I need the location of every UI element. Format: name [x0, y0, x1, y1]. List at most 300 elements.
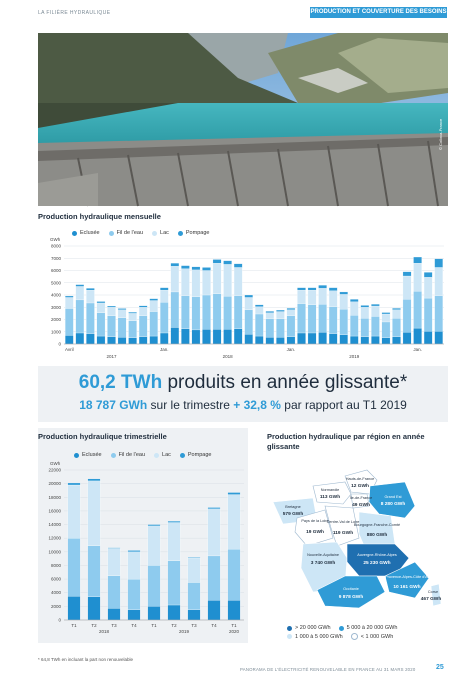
bar-segment — [382, 338, 390, 344]
region-name: Bourgogne-Franche-Comté — [353, 523, 401, 527]
region-name: Corse — [427, 590, 439, 594]
bar-segment — [245, 310, 253, 335]
y-tick-label: 8000 — [50, 562, 61, 568]
bar-segment — [424, 272, 432, 277]
bar-segment — [255, 307, 263, 314]
bar-segment — [228, 493, 240, 495]
legend-label: > 20 000 GWh — [295, 625, 331, 631]
legend-item — [287, 625, 331, 631]
annual-production-value: 60,2 TWh — [78, 372, 163, 393]
legend-label: Eclusée — [82, 452, 102, 458]
bar-segment — [297, 288, 305, 290]
y-tick-label: 0 — [58, 341, 61, 347]
bar-segment — [108, 576, 120, 609]
bar-segment — [361, 305, 369, 307]
bar-segment — [223, 264, 231, 296]
bar-segment — [329, 291, 337, 307]
footnote: * 64,8 TWh en incluant la part non renouvelable — [38, 657, 133, 662]
bar-segment — [403, 276, 411, 299]
bar-segment — [65, 297, 73, 308]
bar-segment — [171, 266, 179, 292]
legend-item — [74, 452, 102, 458]
year-label: 2020 — [228, 629, 240, 634]
y-tick-label: 6000 — [50, 576, 61, 582]
bar-segment — [139, 316, 147, 337]
legend-item — [178, 230, 210, 236]
dam-photo — [38, 33, 448, 206]
bar-segment — [382, 313, 390, 314]
ecluse-swatch — [72, 231, 77, 236]
bar-segment — [128, 610, 140, 620]
bar-segment — [76, 300, 84, 333]
bar-segment — [403, 299, 411, 332]
bar-segment — [139, 307, 147, 316]
bar-segment — [208, 508, 220, 509]
bar-segment — [86, 334, 94, 344]
region-value: 49 GWh — [352, 503, 370, 508]
bar-segment — [208, 556, 220, 600]
france-map — [255, 458, 448, 608]
bar-segment — [202, 329, 210, 344]
bar-segment — [76, 285, 84, 287]
y-axis-label: GWh — [50, 461, 61, 466]
legend-label: < 1 000 GWh — [360, 633, 394, 640]
lac-swatch — [154, 453, 159, 458]
x-tick-label: Jan. — [413, 347, 422, 352]
bar-segment — [192, 270, 200, 297]
bar-segment — [181, 269, 189, 296]
legend-item — [109, 230, 143, 236]
bar-segment — [65, 296, 73, 297]
region-value: 9 878 GWh — [338, 595, 364, 600]
bar-segment — [107, 316, 115, 337]
bar-segment — [188, 610, 200, 620]
bar-segment — [350, 315, 358, 336]
quarterly-chart — [38, 462, 248, 642]
bar-segment — [413, 328, 421, 344]
bar-segment — [371, 316, 379, 336]
bar-segment — [76, 333, 84, 344]
bar-segment — [128, 313, 136, 320]
bar-segment — [435, 296, 443, 332]
legend-label: 1 000 à 5 000 GWh — [295, 633, 343, 640]
y-axis-label: GWh — [50, 237, 61, 242]
bar-segment — [371, 304, 379, 306]
bar-segment — [107, 337, 115, 344]
bar-segment — [276, 312, 284, 319]
y-tick-label: 0 — [58, 617, 61, 623]
y-tick-label: 4000 — [50, 590, 61, 596]
bar-segment — [160, 290, 168, 302]
footer-text: PANORAMA DE L'ÉLECTRICITÉ RENOUVELABLE EN FRANCE AU 31 MARS 2020 — [240, 667, 416, 672]
bar-segment — [188, 557, 200, 558]
y-tick-label: 6000 — [50, 268, 61, 273]
bar-segment — [213, 263, 221, 294]
x-tick-label: T1 — [71, 623, 77, 628]
bar-segment — [192, 330, 200, 344]
bar-segment — [403, 332, 411, 344]
bar-segment — [181, 266, 189, 269]
quarter-change: + 32,8 % — [233, 398, 281, 412]
bar-segment — [392, 310, 400, 319]
bar-segment — [234, 264, 242, 268]
bar-segment — [213, 329, 221, 344]
bar-segment — [413, 263, 421, 291]
bar-segment — [266, 313, 274, 319]
legend-item — [152, 230, 169, 236]
x-tick-label: Avril — [64, 347, 74, 352]
bar-segment — [371, 306, 379, 316]
bar-segment — [276, 337, 284, 344]
bar-segment — [88, 481, 100, 546]
photo-credit: © Colloca-France — [438, 118, 443, 150]
bar-segment — [181, 329, 189, 344]
y-tick-label: 12000 — [48, 535, 61, 541]
legend-swatch — [287, 634, 292, 639]
x-tick-label: Jan. — [160, 347, 169, 352]
bar-segment — [245, 334, 253, 344]
region-name: Occitanie — [343, 587, 359, 591]
region-name: Provence-Alpes-Côte d'Azur — [385, 575, 433, 579]
y-tick-label: 5000 — [50, 280, 61, 286]
legend-item — [180, 452, 212, 458]
monthly-legend — [72, 230, 209, 236]
region-name: Hauts-de-France — [345, 477, 375, 481]
bar-segment — [213, 294, 221, 330]
quarterly-panel — [38, 428, 248, 643]
bar-segment — [255, 305, 263, 307]
bar-segment — [403, 272, 411, 276]
bar-segment — [181, 296, 189, 329]
bar-segment — [202, 267, 210, 270]
bar-segment — [118, 318, 126, 338]
y-tick-label: 14000 — [48, 522, 61, 528]
bar-segment — [340, 309, 348, 335]
region-name: Normandie — [320, 488, 340, 492]
bar-segment — [128, 321, 136, 338]
bar-segment — [148, 525, 160, 526]
x-tick-label: T2 — [91, 623, 97, 628]
bar-segment — [382, 314, 390, 322]
bar-segment — [148, 526, 160, 566]
bar-segment — [308, 288, 316, 290]
bar-segment — [287, 310, 295, 316]
year-label: 2019 — [349, 354, 360, 359]
bar-segment — [287, 316, 295, 337]
bar-segment — [139, 306, 147, 307]
region-value: 113 GWh — [319, 495, 341, 500]
quarterly-legend — [74, 452, 211, 458]
region-name: Île-de-France — [349, 496, 373, 500]
bar-segment — [276, 319, 284, 337]
x-tick-label: T4 — [131, 623, 137, 628]
bar-segment — [255, 336, 263, 344]
bar-segment — [97, 313, 105, 336]
bar-segment — [329, 288, 337, 291]
region-name: Bretagne — [285, 505, 301, 509]
quarter-change-tail: par rapport au T1 2019 — [280, 398, 407, 412]
bar-segment — [308, 290, 316, 305]
bar-segment — [202, 295, 210, 329]
year-label: 2018 — [98, 629, 110, 634]
bar-segment — [192, 267, 200, 270]
bar-segment — [361, 318, 369, 336]
x-tick-label: T3 — [111, 623, 117, 628]
region-name: Centre-Val de Loire — [326, 520, 360, 524]
bar-segment — [424, 331, 432, 344]
legend-swatch — [287, 626, 292, 631]
bar-segment — [361, 307, 369, 318]
bar-segment — [128, 338, 136, 344]
region-grand-est — [369, 482, 415, 518]
bar-segment — [318, 332, 326, 344]
y-tick-label: 18000 — [48, 494, 61, 500]
bar-segment — [68, 596, 80, 620]
bar-segment — [97, 303, 105, 313]
bar-segment — [88, 479, 100, 481]
bar-segment — [208, 600, 220, 620]
bar-segment — [297, 333, 305, 344]
bar-segment — [139, 337, 147, 344]
bar-segment — [435, 259, 443, 268]
bar-segment — [97, 301, 105, 302]
legend-swatch — [339, 626, 344, 631]
y-tick-label: 1000 — [50, 329, 61, 335]
bar-segment — [329, 334, 337, 344]
region-value: 579 GWh — [282, 512, 304, 517]
y-tick-label: 8000 — [50, 243, 61, 249]
region-name: Nouvelle-Aquitaine — [307, 553, 339, 557]
y-tick-label: 7000 — [50, 255, 61, 261]
bar-segment — [350, 336, 358, 344]
year-label: 2019 — [178, 629, 190, 634]
region-value: 19 GWh — [306, 530, 324, 535]
bar-segment — [160, 302, 168, 333]
bar-segment — [68, 483, 80, 485]
bar-segment — [308, 333, 316, 344]
bar-segment — [150, 301, 158, 312]
bar-segment — [160, 288, 168, 290]
ecluse-swatch — [74, 453, 79, 458]
bar-segment — [108, 548, 120, 575]
bar-segment — [361, 337, 369, 344]
bar-segment — [128, 552, 140, 579]
bar-segment — [424, 298, 432, 331]
bar-segment — [297, 290, 305, 303]
bar-segment — [118, 337, 126, 344]
bar-segment — [276, 310, 284, 311]
legend-label: Pompage — [185, 230, 210, 236]
bar-segment — [108, 548, 120, 549]
bar-segment — [392, 318, 400, 336]
legend-swatch — [351, 633, 358, 640]
bar-segment — [340, 294, 348, 309]
region-name: Pays de la Loire — [301, 519, 329, 523]
bar-segment — [192, 297, 200, 330]
bar-segment — [128, 312, 136, 313]
bar-segment — [88, 546, 100, 597]
running-head: LA FILIÈRE HYDRAULIQUE — [38, 10, 111, 16]
legend-item — [72, 230, 100, 236]
bar-segment — [86, 303, 94, 334]
legend-item — [111, 452, 145, 458]
bar-segment — [168, 605, 180, 620]
bar-segment — [150, 299, 158, 301]
monthly-chart — [38, 237, 448, 362]
region-corse — [431, 584, 441, 606]
bar-segment — [266, 319, 274, 337]
bar-segment — [188, 558, 200, 583]
legend-label: Lac — [160, 230, 169, 236]
bar-segment — [413, 291, 421, 328]
bar-segment — [435, 331, 443, 344]
bar-segment — [118, 310, 126, 318]
bar-segment — [168, 521, 180, 522]
bar-segment — [287, 337, 295, 344]
bar-segment — [223, 329, 231, 344]
legend-label: Pompage — [187, 452, 212, 458]
bar-segment — [148, 606, 160, 620]
quarter-production-text: sur le trimestre — [147, 398, 234, 412]
y-tick-label: 3000 — [50, 304, 61, 310]
bar-segment — [318, 285, 326, 288]
bar-segment — [329, 307, 337, 334]
bar-segment — [128, 579, 140, 610]
pompage-swatch — [178, 231, 183, 236]
y-tick-label: 2000 — [50, 317, 61, 322]
region-value: 10 161 GWh — [393, 585, 421, 590]
bar-segment — [86, 290, 94, 303]
region-value: 25 230 GWh — [363, 561, 391, 566]
bar-segment — [208, 509, 220, 556]
x-tick-label: T1 — [231, 623, 237, 628]
bar-segment — [202, 271, 210, 296]
bar-segment — [76, 286, 84, 299]
legend-label: Fil de l'eau — [116, 230, 144, 236]
bar-segment — [424, 277, 432, 298]
bar-segment — [228, 600, 240, 620]
legend-item — [351, 633, 394, 640]
region-value: 3 740 GWh — [310, 561, 336, 566]
bar-segment — [68, 485, 80, 538]
page-number: 25 — [436, 664, 444, 671]
bar-segment — [171, 327, 179, 344]
bar-segment — [435, 267, 443, 295]
bar-segment — [65, 308, 73, 335]
bar-segment — [287, 308, 295, 309]
lac-swatch — [152, 231, 157, 236]
bar-segment — [308, 305, 316, 333]
fil-swatch — [111, 453, 116, 458]
region-value: 8 280 GWh — [380, 502, 406, 507]
year-label: 2017 — [106, 354, 117, 359]
bar-segment — [255, 314, 263, 336]
bar-segment — [266, 311, 274, 312]
region-value: 12 GWh — [351, 484, 369, 489]
regions-title: Production hydraulique par région en année glissante — [267, 432, 425, 451]
region-bourgogne — [359, 512, 395, 548]
bar-segment — [188, 583, 200, 610]
bar-segment — [150, 336, 158, 344]
bar-segment — [223, 296, 231, 329]
bar-segment — [350, 302, 358, 315]
summary-banner — [38, 366, 448, 422]
bar-segment — [245, 295, 253, 297]
bar-segment — [266, 337, 274, 344]
y-tick-label: 16000 — [48, 508, 61, 514]
bar-segment — [234, 267, 242, 295]
bar-segment — [228, 549, 240, 600]
bar-segment — [107, 306, 115, 307]
x-tick-label: T3 — [191, 623, 197, 628]
quarter-production-value: 18 787 GWh — [79, 398, 148, 412]
region-normandie — [313, 482, 351, 504]
pompage-swatch — [180, 453, 185, 458]
annual-production-text: produits en année glissante* — [162, 372, 408, 393]
y-tick-label: 20000 — [48, 481, 61, 487]
y-tick-label: 2000 — [50, 603, 61, 609]
x-tick-label: Jan. — [286, 347, 296, 352]
regions-legend — [287, 625, 447, 640]
bar-segment — [318, 304, 326, 332]
fil-swatch — [109, 231, 114, 236]
bar-segment — [68, 538, 80, 596]
bar-segment — [97, 336, 105, 344]
region-value: 880 GWh — [366, 533, 388, 538]
bar-segment — [86, 288, 94, 290]
bar-segment — [371, 336, 379, 344]
bar-segment — [108, 608, 120, 620]
bar-segment — [88, 597, 100, 620]
y-tick-label: 4000 — [50, 292, 61, 298]
legend-item — [154, 452, 171, 458]
section-badge: PRODUCTION ET COUVERTURE DES BESOINS — [310, 7, 447, 18]
bar-segment — [340, 292, 348, 294]
bar-segment — [234, 296, 242, 329]
bar-segment — [148, 565, 160, 606]
x-tick-label: T2 — [171, 623, 177, 628]
bar-segment — [392, 308, 400, 309]
bar-segment — [297, 304, 305, 333]
bar-segment — [168, 523, 180, 561]
legend-item — [287, 634, 343, 640]
bar-segment — [228, 495, 240, 550]
y-tick-label: 10000 — [48, 549, 61, 555]
y-tick-label: 22000 — [48, 467, 61, 473]
bar-segment — [318, 288, 326, 304]
bar-segment — [413, 257, 421, 263]
region-name: Auvergne-Rhône-Alpes — [357, 553, 397, 557]
bar-segment — [171, 263, 179, 266]
bar-segment — [128, 550, 140, 551]
quarterly-chart-title: Production hydraulique trimestrielle — [38, 432, 167, 441]
bar-segment — [340, 335, 348, 344]
bar-segment — [213, 259, 221, 263]
bar-segment — [107, 307, 115, 316]
bar-segment — [382, 322, 390, 338]
x-tick-label: T4 — [211, 623, 217, 628]
year-label: 2018 — [222, 354, 233, 359]
bar-segment — [171, 292, 179, 328]
legend-label: 5 000 à 20 000 GWh — [346, 625, 398, 631]
bar-segment — [245, 297, 253, 309]
region-value: 119 GWh — [332, 531, 354, 536]
bar-segment — [350, 299, 358, 301]
monthly-chart-title: Production hydraulique mensuelle — [38, 212, 161, 221]
bar-segment — [392, 337, 400, 344]
region-value: 467 GWh — [420, 597, 442, 602]
bar-segment — [150, 312, 158, 337]
